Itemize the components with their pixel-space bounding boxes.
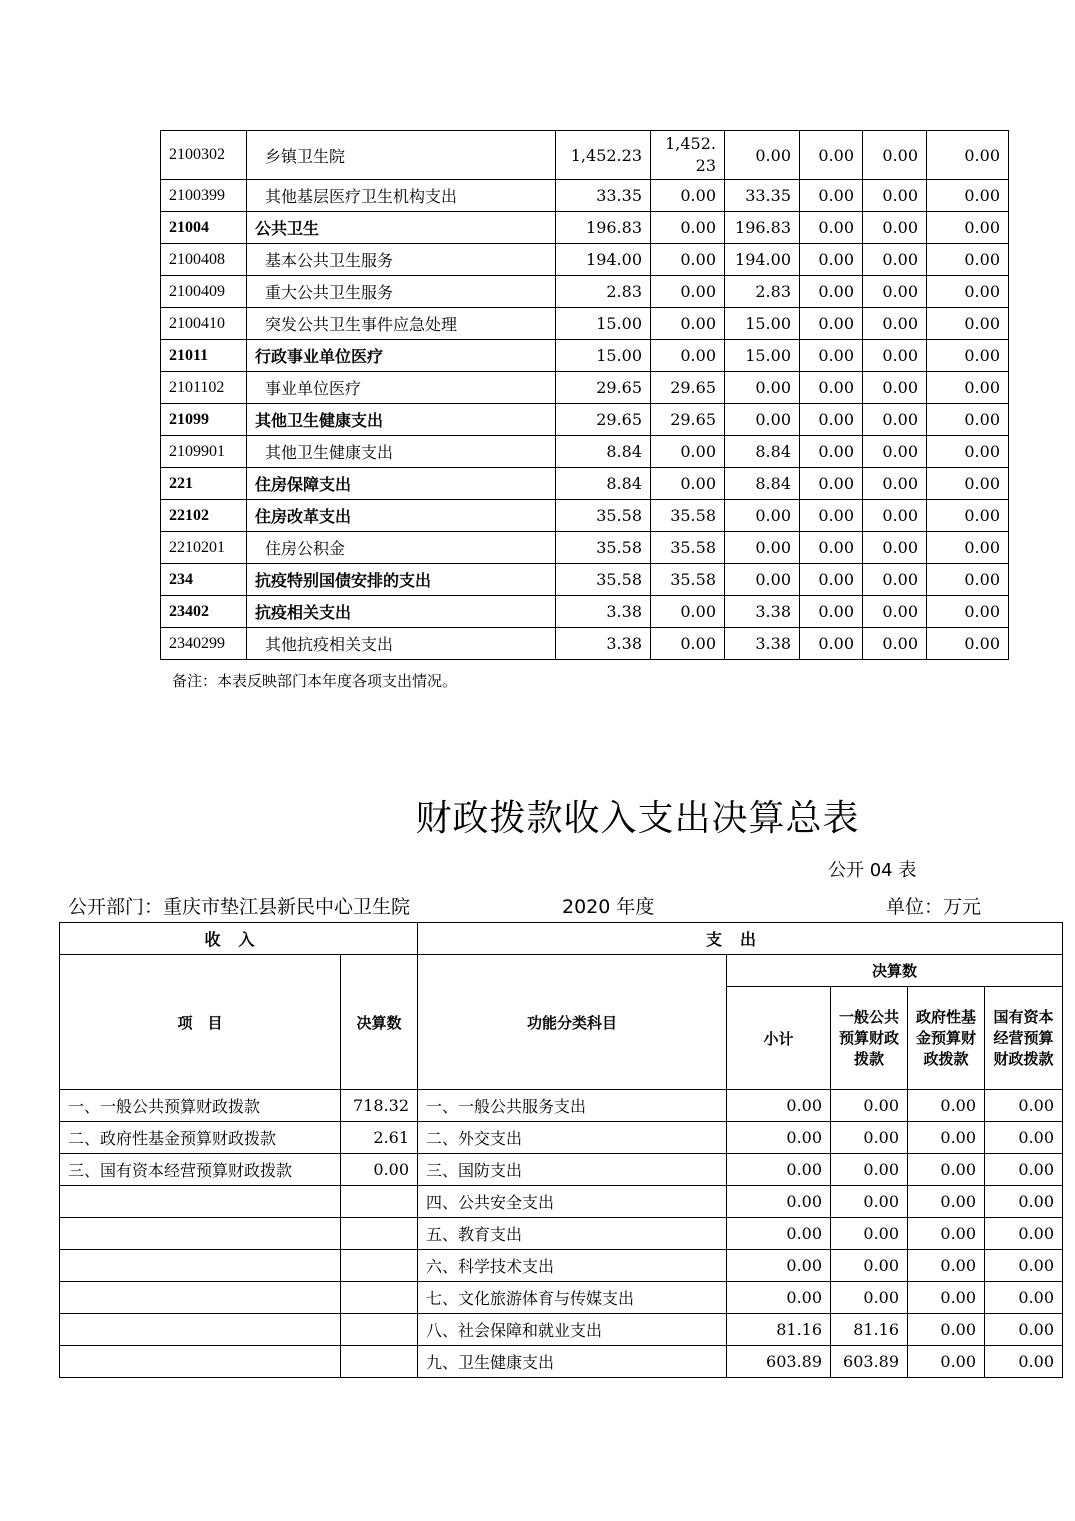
account-name: 重大公共卫生服务 [247,276,556,308]
expenditure-row [161,468,1009,500]
amount-cell: 0.00 [800,436,863,468]
amount-cell: 0.00 [863,372,927,404]
income-amount: 0.00 [341,1154,418,1186]
amount-cell: 0.00 [863,628,927,660]
project-amount: 0.00 [725,131,800,180]
amount-cell: 0.00 [927,468,1009,500]
project-amount: 2.83 [725,276,800,308]
amount-cell: 0.00 [927,276,1009,308]
amount-cell: 0.00 [863,532,927,564]
total-amount: 29.65 [556,372,651,404]
project-amount: 0.00 [725,500,800,532]
expense-subject: 二、外交支出 [418,1122,727,1154]
expense-subject: 六、科学技术支出 [418,1250,727,1282]
expense-header: 支出 [418,923,1063,955]
total-amount: 29.65 [556,404,651,436]
summary-row [60,1250,1063,1282]
table-number: 公开 04 表 [828,860,917,881]
expenditure-row [161,308,1009,340]
state-capital-amount: 0.00 [985,1250,1063,1282]
state-capital-amount: 0.00 [985,1186,1063,1218]
basic-amount: 0.00 [651,628,725,660]
income-amount [341,1314,418,1346]
general-budget-amount: 0.00 [831,1154,908,1186]
total-amount: 15.00 [556,340,651,372]
total-amount: 15.00 [556,308,651,340]
amount-cell: 0.00 [927,340,1009,372]
amount-cell: 0.00 [927,372,1009,404]
income-header: 收入 [60,923,418,955]
expenditure-row [161,212,1009,244]
basic-amount: 0.00 [651,340,725,372]
account-name: 其他卫生健康支出 [247,436,556,468]
general-budget-amount: 0.00 [831,1250,908,1282]
table-note: 备注：本表反映部门本年度各项支出情况。 [172,672,458,690]
project-amount: 0.00 [725,404,800,436]
total-amount: 35.58 [556,564,651,596]
unit-label: 单位：万元 [886,896,982,918]
account-code: 21099 [161,404,247,436]
expense-subject: 五、教育支出 [418,1218,727,1250]
account-name: 其他抗疫相关支出 [247,628,556,660]
department-label: 公开部门：重庆市垫江县新民中心卫生院 [68,896,411,918]
account-name: 突发公共卫生事件应急处理 [247,308,556,340]
project-amount: 8.84 [725,436,800,468]
gov-fund-amount: 0.00 [908,1122,985,1154]
income-amount: 718.32 [341,1090,418,1122]
amount-cell: 0.00 [863,564,927,596]
subtotal-amount: 0.00 [727,1250,831,1282]
item-header: 项 目 [60,955,341,1090]
basic-amount: 29.65 [651,372,725,404]
amount-cell: 0.00 [863,596,927,628]
state-capital-amount: 0.00 [985,1282,1063,1314]
account-code: 2210201 [161,532,247,564]
basic-amount: 0.00 [651,596,725,628]
basic-amount: 0.00 [651,276,725,308]
summary-row [60,1090,1063,1122]
amount-cell: 0.00 [863,180,927,212]
summary-row [60,1186,1063,1218]
gov-fund-amount: 0.00 [908,1314,985,1346]
amount-cell: 0.00 [927,628,1009,660]
expense-subject: 四、公共安全支出 [418,1186,727,1218]
amount-cell: 0.00 [800,212,863,244]
basic-amount: 29.65 [651,404,725,436]
section-header-row [60,923,1063,955]
amount-cell: 0.00 [800,596,863,628]
amount-cell: 0.00 [863,212,927,244]
basic-amount: 35.58 [651,532,725,564]
basic-amount: 35.58 [651,564,725,596]
amount-cell: 0.00 [927,532,1009,564]
amount-cell: 0.00 [927,244,1009,276]
basic-amount: 1,452.23 [651,131,725,180]
amount-cell: 0.00 [863,468,927,500]
state-capital-amount: 0.00 [985,1122,1063,1154]
income-amount [341,1186,418,1218]
project-amount: 3.38 [725,628,800,660]
income-item [60,1218,341,1250]
expenditure-row [161,404,1009,436]
gov-fund-amount: 0.00 [908,1154,985,1186]
total-amount: 2.83 [556,276,651,308]
gov-fund-amount: 0.00 [908,1090,985,1122]
amount-cell: 0.00 [863,276,927,308]
basic-amount: 0.00 [651,212,725,244]
general-budget-amount: 81.16 [831,1314,908,1346]
basic-amount: 0.00 [651,468,725,500]
account-code: 2100408 [161,244,247,276]
account-code: 2100399 [161,180,247,212]
amount-cell: 0.00 [863,244,927,276]
project-amount: 15.00 [725,340,800,372]
amount-cell: 0.00 [863,404,927,436]
amount-cell: 0.00 [800,131,863,180]
subtotal-amount: 603.89 [727,1346,831,1378]
subtotal-amount: 0.00 [727,1090,831,1122]
amount-cell: 0.00 [800,244,863,276]
expenditure-row [161,276,1009,308]
summary-row [60,1154,1063,1186]
project-amount: 3.38 [725,596,800,628]
account-code: 22102 [161,500,247,532]
function-subject-header: 功能分类科目 [418,955,727,1090]
basic-amount: 0.00 [651,180,725,212]
page-title: 财政拨款收入支出决算总表 [415,798,860,839]
amount-cell: 0.00 [863,308,927,340]
account-code: 21011 [161,340,247,372]
account-code: 2109901 [161,436,247,468]
account-name: 其他卫生健康支出 [247,404,556,436]
account-code: 2100410 [161,308,247,340]
account-code: 2340299 [161,628,247,660]
gov-fund-amount: 0.00 [908,1346,985,1378]
amount-cell: 0.00 [863,131,927,180]
basic-amount: 0.00 [651,308,725,340]
summary-row [60,1122,1063,1154]
amount-cell: 0.00 [927,404,1009,436]
amount-cell: 0.00 [800,404,863,436]
state-capital-amount: 0.00 [985,1090,1063,1122]
expenditure-row [161,532,1009,564]
gov-fund-amount: 0.00 [908,1250,985,1282]
amount-cell: 0.00 [927,500,1009,532]
total-amount: 35.58 [556,532,651,564]
basic-amount: 0.00 [651,436,725,468]
subtotal-amount: 0.00 [727,1186,831,1218]
expenditure-row [161,244,1009,276]
general-budget-amount: 603.89 [831,1346,908,1378]
general-budget-header: 一般公共预算财政拨款 [831,987,908,1090]
expense-subject: 三、国防支出 [418,1154,727,1186]
amount-cell: 0.00 [800,276,863,308]
final-amount-group-header: 决算数 [727,955,1063,987]
state-capital-amount: 0.00 [985,1346,1063,1378]
amount-cell: 0.00 [800,372,863,404]
general-budget-amount: 0.00 [831,1186,908,1218]
final-amount-header: 决算数 [341,955,418,1090]
account-name: 其他基层医疗卫生机构支出 [247,180,556,212]
income-item: 三、国有资本经营预算财政拨款 [60,1154,341,1186]
total-amount: 196.83 [556,212,651,244]
state-capital-header: 国有资本经营预算财政拨款 [985,987,1063,1090]
expense-subject: 一、一般公共服务支出 [418,1090,727,1122]
amount-cell: 0.00 [800,308,863,340]
amount-cell: 0.00 [927,596,1009,628]
income-item [60,1186,341,1218]
account-name: 乡镇卫生院 [247,131,556,180]
account-name: 住房保障支出 [247,468,556,500]
amount-cell: 0.00 [800,628,863,660]
account-name: 住房改革支出 [247,500,556,532]
expenditure-row [161,180,1009,212]
account-code: 23402 [161,596,247,628]
income-amount [341,1250,418,1282]
expenditure-detail-table [160,130,1009,660]
amount-cell: 0.00 [927,564,1009,596]
summary-row [60,1282,1063,1314]
income-item [60,1314,341,1346]
expense-subject: 七、文化旅游体育与传媒支出 [418,1282,727,1314]
column-header-row [60,955,1063,987]
general-budget-amount: 0.00 [831,1218,908,1250]
income-amount [341,1346,418,1378]
expenditure-row [161,628,1009,660]
income-item: 一、一般公共预算财政拨款 [60,1090,341,1122]
account-code: 2100302 [161,131,247,180]
basic-amount: 0.00 [651,244,725,276]
state-capital-amount: 0.00 [985,1218,1063,1250]
subtotal-header: 小计 [727,987,831,1090]
project-amount: 0.00 [725,372,800,404]
gov-fund-header: 政府性基金预算财政拨款 [908,987,985,1090]
amount-cell: 0.00 [927,308,1009,340]
account-name: 事业单位医疗 [247,372,556,404]
income-item [60,1346,341,1378]
account-name: 基本公共卫生服务 [247,244,556,276]
general-budget-amount: 0.00 [831,1090,908,1122]
subtotal-amount: 81.16 [727,1314,831,1346]
project-amount: 33.35 [725,180,800,212]
amount-cell: 0.00 [800,180,863,212]
account-code: 234 [161,564,247,596]
basic-amount: 35.58 [651,500,725,532]
income-amount [341,1282,418,1314]
expense-subject: 八、社会保障和就业支出 [418,1314,727,1346]
total-amount: 35.58 [556,500,651,532]
total-amount: 8.84 [556,468,651,500]
expenditure-row [161,436,1009,468]
income-item [60,1282,341,1314]
project-amount: 194.00 [725,244,800,276]
project-amount: 196.83 [725,212,800,244]
income-item [60,1250,341,1282]
total-amount: 3.38 [556,628,651,660]
amount-cell: 0.00 [800,468,863,500]
subtotal-amount: 0.00 [727,1282,831,1314]
account-code: 21004 [161,212,247,244]
amount-cell: 0.00 [927,212,1009,244]
income-item: 二、政府性基金预算财政拨款 [60,1122,341,1154]
gov-fund-amount: 0.00 [908,1282,985,1314]
amount-cell: 0.00 [800,340,863,372]
expenditure-row [161,372,1009,404]
amount-cell: 0.00 [927,180,1009,212]
expenditure-row [161,564,1009,596]
account-name: 行政事业单位医疗 [247,340,556,372]
general-budget-amount: 0.00 [831,1122,908,1154]
project-amount: 0.00 [725,532,800,564]
amount-cell: 0.00 [800,564,863,596]
account-name: 公共卫生 [247,212,556,244]
subtotal-amount: 0.00 [727,1154,831,1186]
expenditure-row [161,596,1009,628]
account-code: 221 [161,468,247,500]
summary-row [60,1218,1063,1250]
state-capital-amount: 0.00 [985,1314,1063,1346]
gov-fund-amount: 0.00 [908,1218,985,1250]
total-amount: 33.35 [556,180,651,212]
total-amount: 194.00 [556,244,651,276]
amount-cell: 0.00 [927,131,1009,180]
account-name: 抗疫特别国债安排的支出 [247,564,556,596]
account-code: 2100409 [161,276,247,308]
summary-row [60,1346,1063,1378]
amount-cell: 0.00 [863,340,927,372]
fiscal-summary-table [59,922,1063,1378]
state-capital-amount: 0.00 [985,1154,1063,1186]
total-amount: 8.84 [556,436,651,468]
expense-subject: 九、卫生健康支出 [418,1346,727,1378]
amount-cell: 0.00 [927,436,1009,468]
account-code: 2101102 [161,372,247,404]
summary-row [60,1314,1063,1346]
account-name: 抗疫相关支出 [247,596,556,628]
subtotal-amount: 0.00 [727,1218,831,1250]
fiscal-year: 2020 年度 [562,896,655,918]
amount-cell: 0.00 [863,436,927,468]
project-amount: 0.00 [725,564,800,596]
expenditure-row [161,131,1009,180]
gov-fund-amount: 0.00 [908,1186,985,1218]
project-amount: 8.84 [725,468,800,500]
subtotal-amount: 0.00 [727,1122,831,1154]
amount-cell: 0.00 [800,532,863,564]
total-amount: 3.38 [556,596,651,628]
income-amount [341,1218,418,1250]
income-amount: 2.61 [341,1122,418,1154]
total-amount: 1,452.23 [556,131,651,180]
amount-cell: 0.00 [863,500,927,532]
expenditure-row [161,340,1009,372]
expenditure-row [161,500,1009,532]
general-budget-amount: 0.00 [831,1282,908,1314]
amount-cell: 0.00 [800,500,863,532]
account-name: 住房公积金 [247,532,556,564]
project-amount: 15.00 [725,308,800,340]
